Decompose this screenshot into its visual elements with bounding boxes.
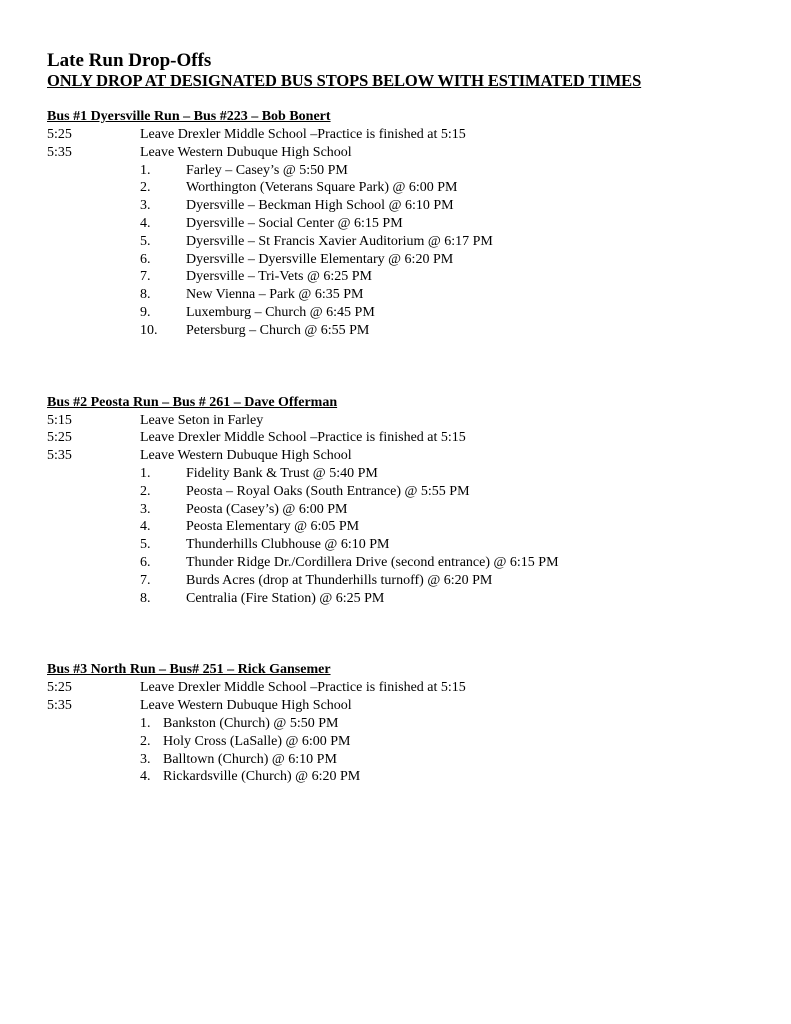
stop-number: 6.: [140, 554, 151, 570]
stop-number: 4.: [140, 215, 151, 231]
stop-text: Fidelity Bank & Trust @ 5:40 PM: [186, 465, 378, 481]
page-title: Late Run Drop-Offs: [47, 50, 212, 71]
departure-text: Leave Western Dubuque High School: [140, 144, 352, 160]
stop-text: Peosta Elementary @ 6:05 PM: [186, 519, 360, 535]
stop-row: [47, 501, 747, 519]
stop-row: [47, 554, 747, 572]
stop-row: [47, 465, 747, 483]
stop-text: Peosta – Royal Oaks (South Entrance) @ 5:55 PM: [186, 483, 470, 499]
departure-row: [47, 679, 747, 697]
bus-section-3: [47, 661, 747, 786]
stop-text: Rickardsville (Church) @ 6:20 PM: [163, 769, 361, 785]
stop-row: [47, 197, 747, 215]
stop-row: [47, 518, 747, 536]
stop-row: [47, 590, 747, 608]
stop-row: [47, 268, 747, 286]
departure-text: Leave Drexler Middle School –Practice is finished at 5:15: [140, 680, 466, 696]
stop-number: 4.: [140, 519, 151, 535]
stop-row: [47, 179, 747, 197]
stop-row: [47, 733, 747, 751]
stop-row: [47, 715, 747, 733]
stop-number: 1.: [140, 715, 151, 731]
stop-number: 3.: [140, 501, 151, 517]
stop-text: Petersburg – Church @ 6:55 PM: [186, 322, 370, 338]
stop-text: Luxemburg – Church @ 6:45 PM: [186, 304, 375, 320]
stop-text: Thunder Ridge Dr./Cordillera Drive (second entrance) @ 6:15 PM: [186, 554, 559, 570]
stop-text: Burds Acres (drop at Thunderhills turnoff) @ 6:20 PM: [186, 572, 493, 588]
departure-time: 5:25: [47, 127, 72, 142]
stop-row: [47, 751, 747, 769]
stop-number: 10.: [140, 322, 158, 338]
departure-row: [47, 412, 747, 430]
stop-number: 3.: [140, 198, 151, 214]
stop-row: [47, 483, 747, 501]
stop-number: 5.: [140, 537, 151, 553]
stop-number: 7.: [140, 572, 151, 588]
stop-text: Peosta (Casey’s) @ 6:00 PM: [186, 501, 348, 517]
departure-row: [47, 126, 747, 144]
departure-time: 5:35: [47, 448, 72, 464]
departure-text: Leave Seton in Farley: [140, 412, 264, 428]
bus-section-2: [47, 394, 747, 608]
stop-text: New Vienna – Park @ 6:35 PM: [186, 287, 364, 303]
stop-number: 2.: [140, 733, 151, 749]
stop-text: Dyersville – Dyersville Elementary @ 6:20 PM: [186, 251, 454, 267]
departure-text: Leave Drexler Middle School –Practice is finished at 5:15: [140, 430, 466, 446]
stop-row: [47, 251, 747, 269]
stop-row: [47, 233, 747, 251]
departure-text: Leave Western Dubuque High School: [140, 448, 352, 464]
stop-row: [47, 768, 747, 786]
stop-text: Dyersville – Tri-Vets @ 6:25 PM: [186, 269, 372, 285]
departure-text: Leave Drexler Middle School –Practice is finished at 5:15: [140, 127, 466, 142]
departure-time: 5:15: [47, 412, 72, 428]
stop-row: [47, 162, 747, 180]
stop-number: 5.: [140, 233, 151, 249]
stop-number: 7.: [140, 269, 151, 285]
stop-row: [47, 322, 747, 340]
section-heading: Bus #1 Dyersville Run – Bus #223 – Bob Bonert: [47, 109, 331, 124]
departure-time: 5:25: [47, 680, 72, 696]
departure-row: [47, 447, 747, 465]
stop-row: [47, 304, 747, 322]
stop-text: Holy Cross (LaSalle) @ 6:00 PM: [163, 733, 351, 749]
stop-text: Bankston (Church) @ 5:50 PM: [163, 715, 339, 731]
document-page: [47, 50, 747, 786]
stop-row: [47, 536, 747, 554]
stop-number: 9.: [140, 304, 151, 320]
stop-number: 1.: [140, 162, 151, 178]
departure-row: [47, 697, 747, 715]
stop-text: Dyersville – Social Center @ 6:15 PM: [186, 215, 403, 231]
departure-time: 5:35: [47, 698, 72, 714]
departure-time: 5:35: [47, 144, 72, 160]
stop-number: 3.: [140, 751, 151, 767]
section-heading: Bus #3 North Run – Bus# 251 – Rick Gansemer: [47, 662, 331, 678]
bus-section-1: [47, 108, 747, 340]
departure-row: [47, 144, 747, 162]
departure-row: [47, 429, 747, 447]
stop-text: Centralia (Fire Station) @ 6:25 PM: [186, 590, 385, 606]
stop-text: Thunderhills Clubhouse @ 6:10 PM: [186, 537, 390, 553]
stop-number: 4.: [140, 769, 151, 785]
stop-row: [47, 215, 747, 233]
stop-number: 8.: [140, 590, 151, 606]
stop-row: [47, 286, 747, 304]
departure-time: 5:25: [47, 430, 72, 446]
stop-number: 2.: [140, 483, 151, 499]
stop-number: 8.: [140, 287, 151, 303]
stop-number: 6.: [140, 251, 151, 267]
stop-row: [47, 572, 747, 590]
stop-number: 2.: [140, 180, 151, 196]
departure-text: Leave Western Dubuque High School: [140, 698, 352, 714]
section-heading: Bus #2 Peosta Run – Bus # 261 – Dave Offerman: [47, 394, 338, 410]
stop-text: Farley – Casey’s @ 5:50 PM: [186, 162, 348, 178]
stop-text: Dyersville – Beckman High School @ 6:10 PM: [186, 198, 454, 214]
stop-number: 1.: [140, 465, 151, 481]
stop-text: Dyersville – St Francis Xavier Auditorium @ 6:17 PM: [186, 233, 493, 249]
page-subtitle: ONLY DROP AT DESIGNATED BUS STOPS BELOW WITH ESTIMATED TIMES: [47, 71, 642, 90]
stop-text: Worthington (Veterans Square Park) @ 6:00 PM: [186, 180, 458, 196]
stop-text: Balltown (Church) @ 6:10 PM: [163, 751, 337, 767]
